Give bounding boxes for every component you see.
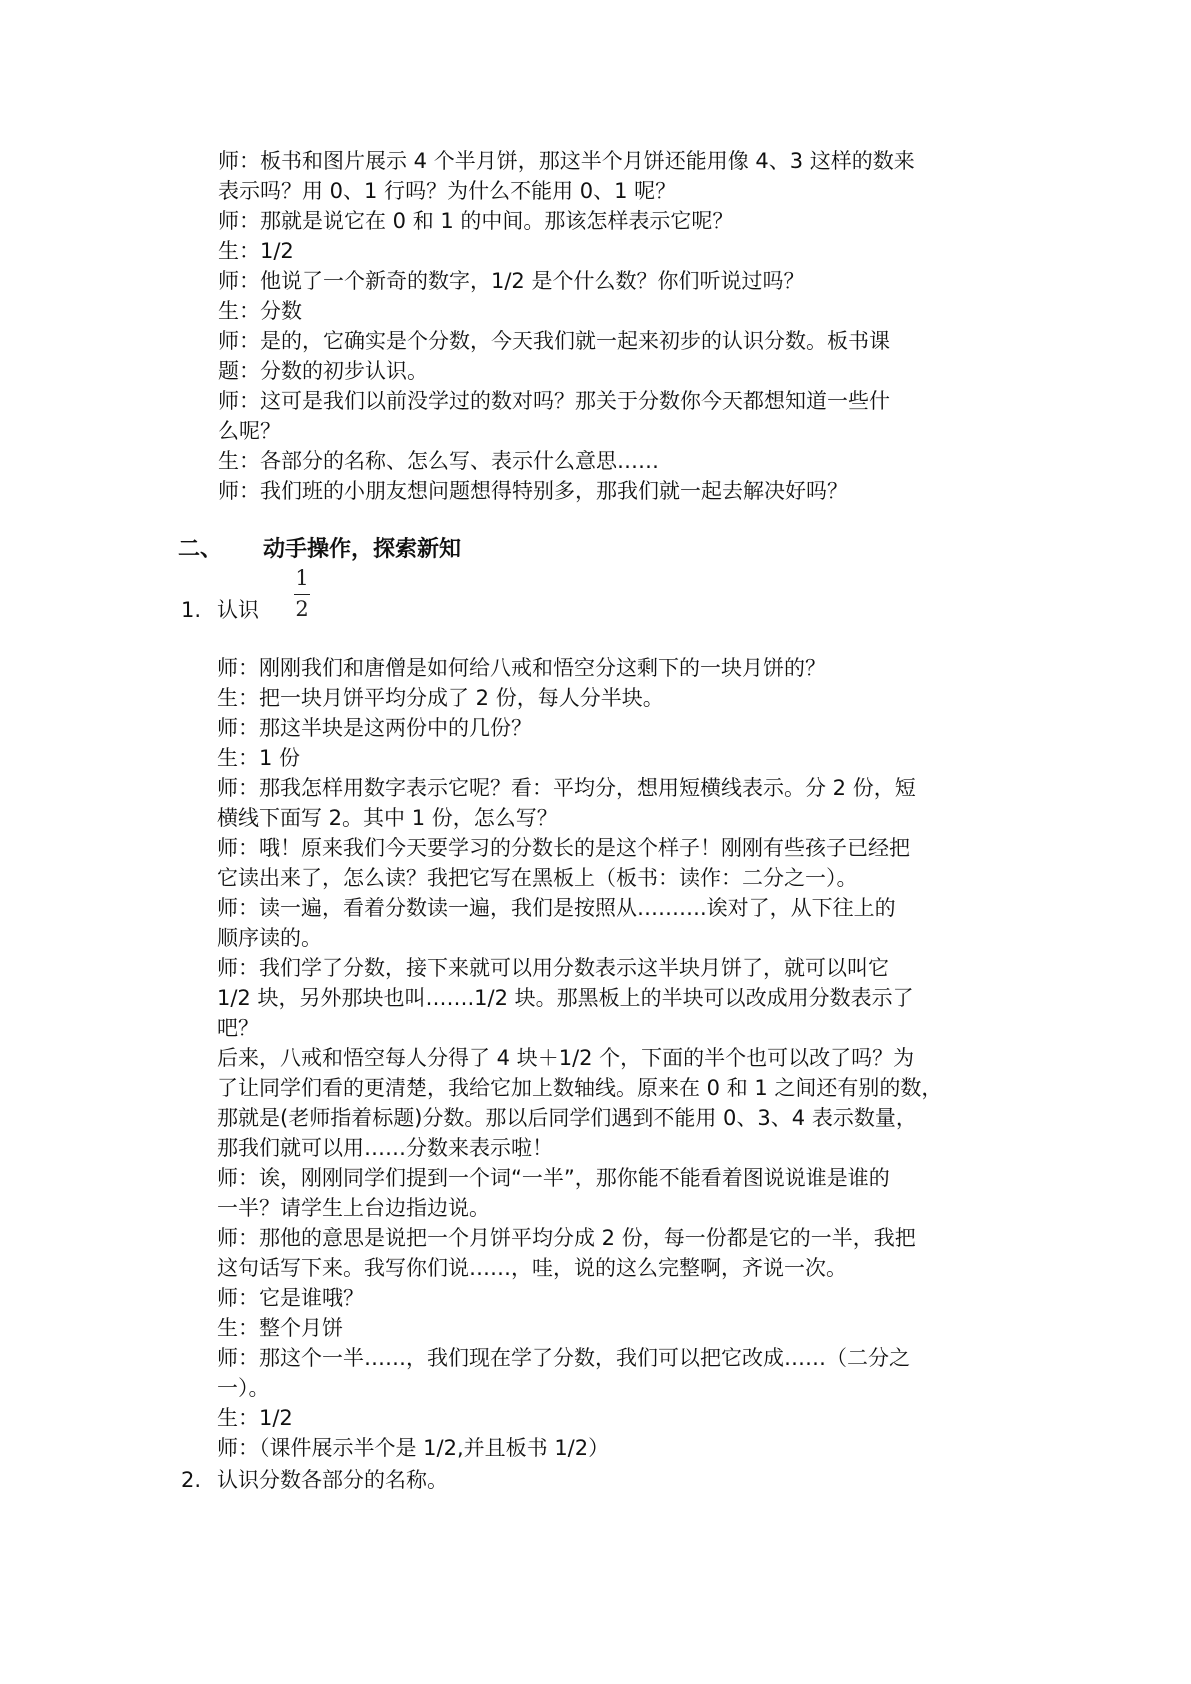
paragraph-line: 吧？ (217, 1016, 259, 1040)
paragraph-line: 么呢？ (218, 419, 281, 443)
paragraph-line: 生：1/2 (218, 239, 294, 263)
paragraph-line: 师：是的，它确实是个分数，今天我们就一起来初步的认识分数。板书课 (218, 329, 890, 353)
list-item-text: 认识 (217, 598, 259, 622)
paragraph-line: 师：那他的意思是说把一个月饼平均分成 2 份，每一份都是它的一半，我把 (217, 1226, 916, 1250)
paragraph-line: 横线下面写 2。其中 1 份，怎么写？ (217, 806, 558, 830)
paragraph-line: 师：我们班的小朋友想问题想得特别多，那我们就一起去解决好吗？ (218, 479, 848, 503)
paragraph-line: 生：各部分的名称、怎么写、表示什么意思…… (218, 449, 659, 473)
paragraph-line: 师：他说了一个新奇的数字，1/2 是个什么数？你们听说过吗？ (218, 269, 805, 293)
list-item-text: 认识分数各部分的名称。 (217, 1468, 448, 1492)
paragraph-line: 师：我们学了分数，接下来就可以用分数表示这半块月饼了，就可以叫它 (217, 956, 889, 980)
paragraph-line: 师：诶，刚刚同学们提到一个词“一半”，那你能不能看着图说说谁是谁的 (217, 1166, 890, 1190)
paragraph-line: 师：那这个一半……，我们现在学了分数，我们可以把它改成……（二分之 (217, 1346, 910, 1370)
paragraph-line: 师：它是谁哦？ (217, 1286, 364, 1310)
paragraph-line: 师：读一遍，看着分数读一遍，我们是按照从……….诶对了，从下往上的 (217, 896, 896, 920)
fraction-bar (294, 594, 310, 595)
paragraph-line: 那我们就可以用……分数来表示啦！ (217, 1136, 553, 1160)
paragraph-line: 师：板书和图片展示 4 个半月饼，那这半个月饼还能用像 4、3 这样的数来 (218, 149, 915, 173)
list-item-number: 1. (181, 598, 202, 622)
paragraph-line: 了让同学们看的更清楚，我给它加上数轴线。原来在 0 和 1 之间还有别的数， (217, 1076, 943, 1100)
paragraph-line: 师：那这半块是这两份中的几份？ (217, 716, 532, 740)
paragraph-line: 一）。 (217, 1376, 270, 1400)
list-item-number: 2. (181, 1468, 202, 1492)
paragraph-line: 后来，八戒和悟空每人分得了 4 块＋1/2 个，下面的半个也可以改了吗？为 (217, 1046, 915, 1070)
paragraph-line: 师：这可是我们以前没学过的数对吗？那关于分数你今天都想知道一些什 (218, 389, 890, 413)
paragraph-line: 师：刚刚我们和唐僧是如何给八戒和悟空分这剩下的一块月饼的？ (217, 656, 826, 680)
paragraph-line: 师：（课件展示半个是 1/2,并且板书 1/2） (217, 1436, 610, 1460)
paragraph-line: 生：1/2 (217, 1406, 293, 1430)
paragraph-line: 生：整个月饼 (217, 1316, 343, 1340)
fraction-denominator: 2 (295, 597, 309, 621)
section-number: 二、 (178, 537, 223, 562)
paragraph-line: 顺序读的。 (217, 926, 322, 950)
paragraph-line: 它读出来了，怎么读？我把它写在黑板上（板书：读作：二分之一）。 (217, 866, 858, 890)
paragraph-line: 生：分数 (218, 299, 302, 323)
paragraph-line: 题：分数的初步认识。 (218, 359, 428, 383)
paragraph-line: 表示吗？用 0、1 行吗？为什么不能用 0、1 呢？ (218, 179, 677, 203)
fraction-numerator: 1 (295, 566, 309, 590)
paragraph-line: 生：1 份 (217, 746, 301, 770)
paragraph-line: 生：把一块月饼平均分成了 2 份，每人分半块。 (217, 686, 664, 710)
paragraph-line: 师：那就是说它在 0 和 1 的中间。那该怎样表示它呢？ (218, 209, 734, 233)
section-title: 动手操作，探索新知 (263, 537, 462, 562)
paragraph-line: 一半？请学生上台边指边说。 (217, 1196, 490, 1220)
paragraph-line: 师：哦！原来我们今天要学习的分数长的是这个样子！刚刚有些孩子已经把 (217, 836, 910, 860)
paragraph-line: 那就是(老师指着标题)分数。那以后同学们遇到不能用 0、3、4 表示数量， (217, 1106, 917, 1130)
paragraph-line: 1/2 块，另外那块也叫…….1/2 块。那黑板上的半块可以改成用分数表示了 (217, 986, 914, 1010)
paragraph-line: 这句话写下来。我写你们说……，哇，说的这么完整啊，齐说一次。 (217, 1256, 847, 1280)
paragraph-line: 师：那我怎样用数字表示它呢？看：平均分，想用短横线表示。分 2 份，短 (217, 776, 916, 800)
fraction (291, 567, 313, 621)
